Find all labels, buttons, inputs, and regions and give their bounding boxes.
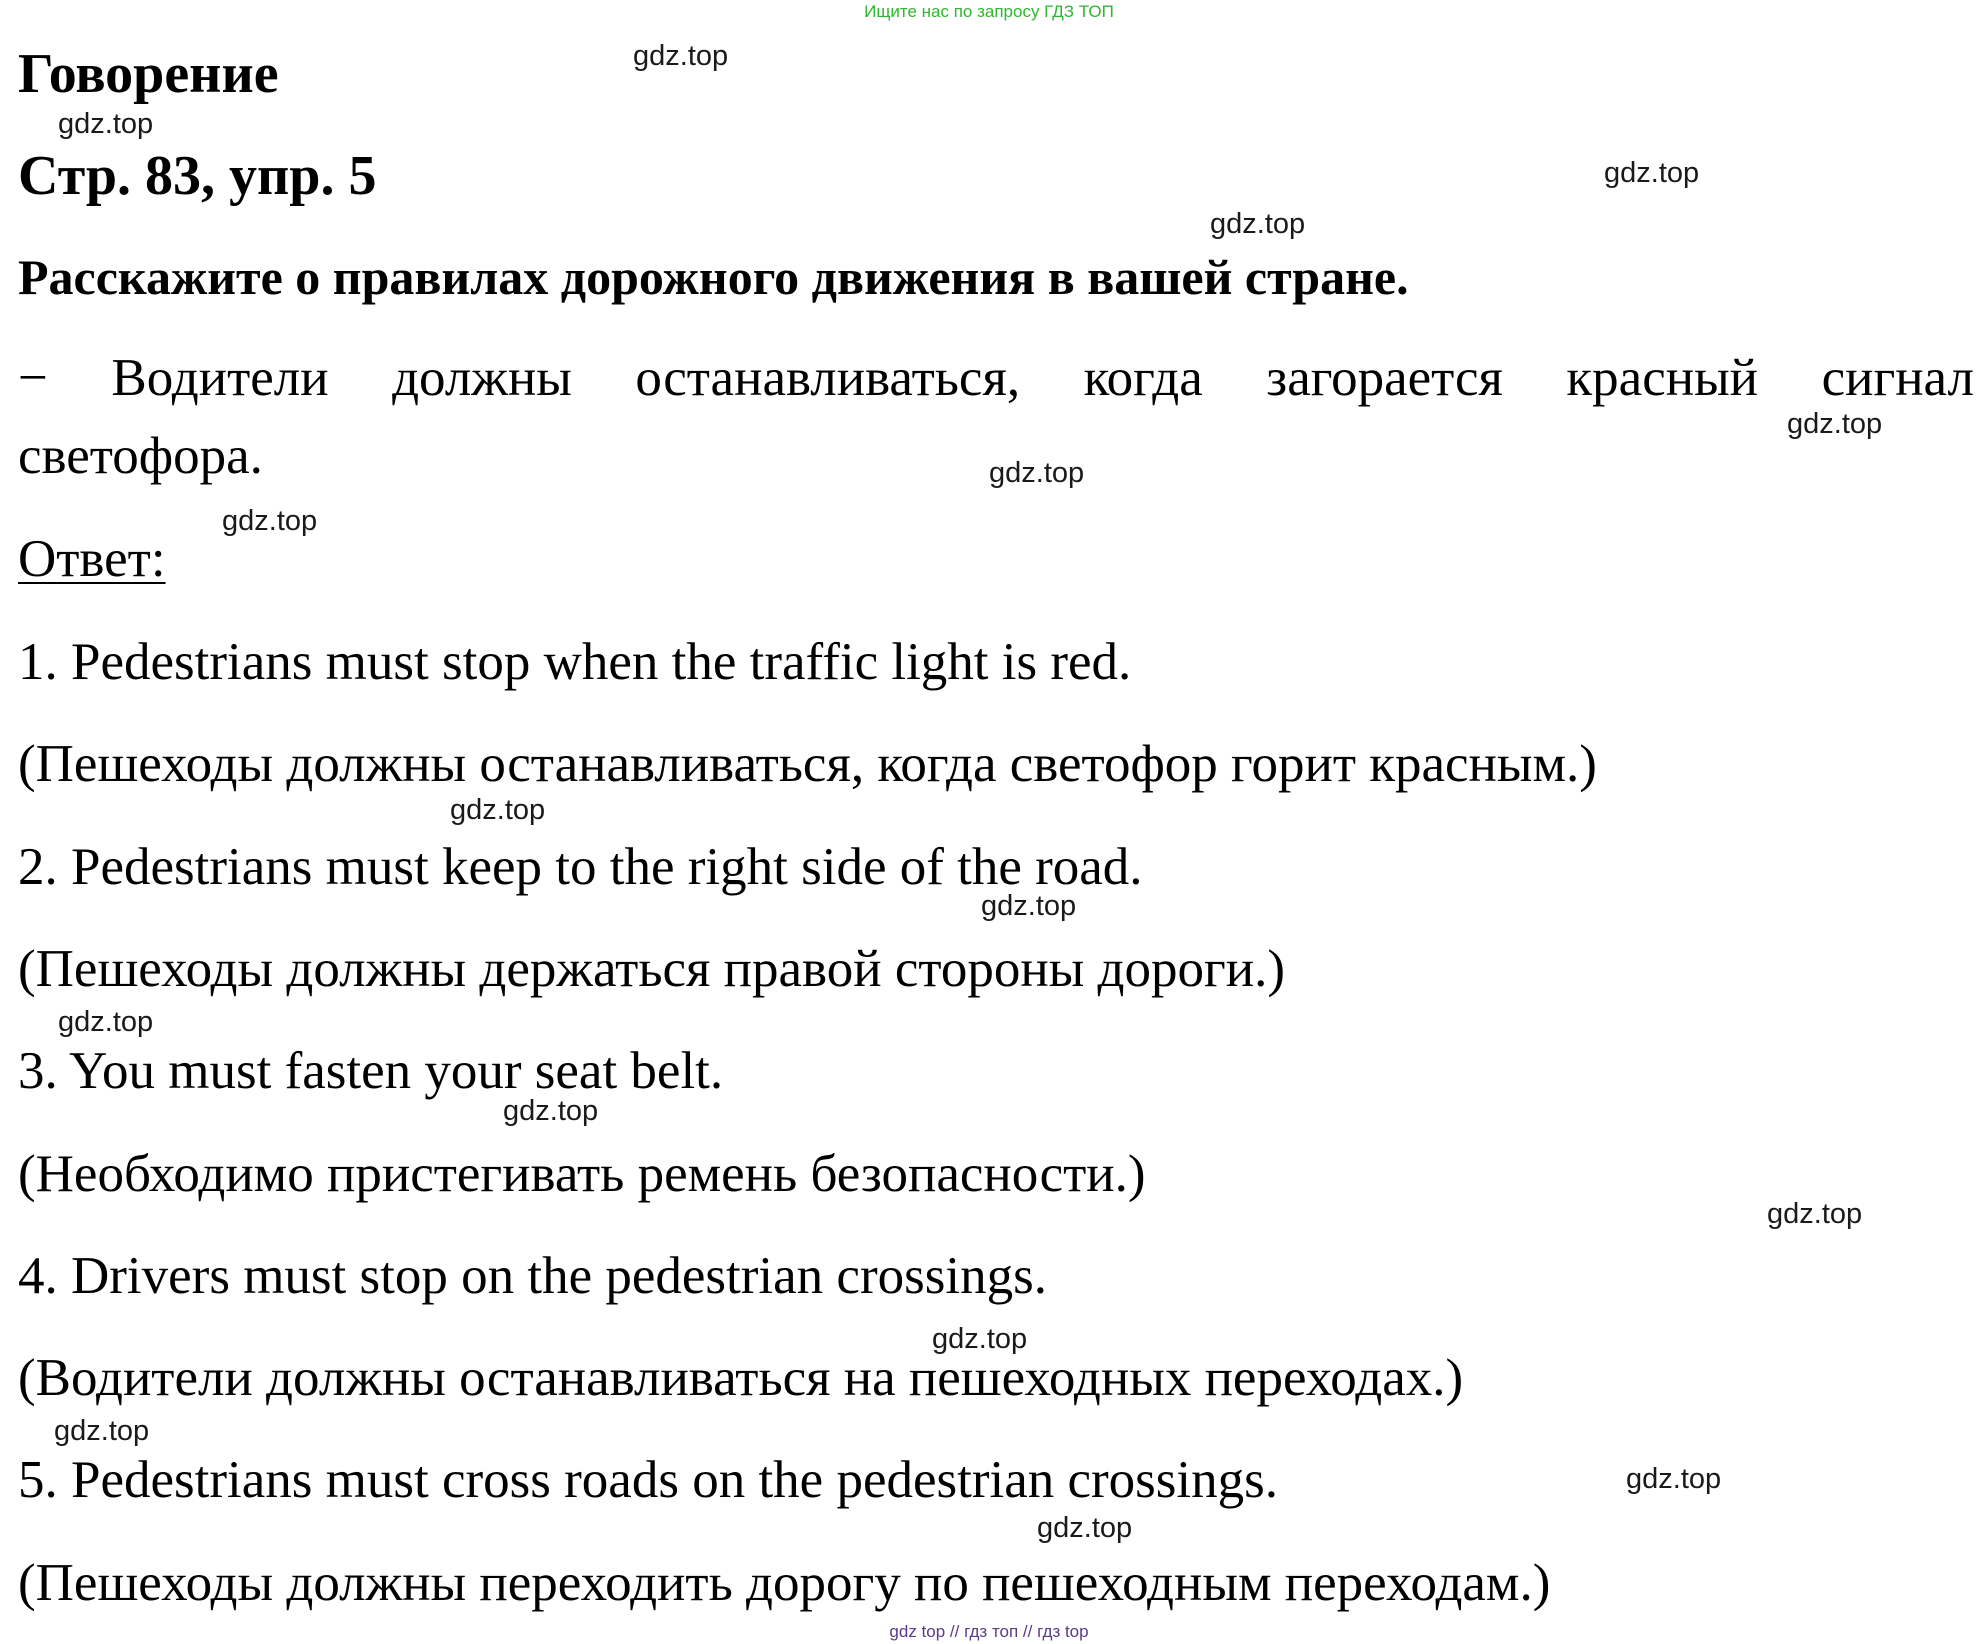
watermark: gdz.top <box>1626 1463 1722 1495</box>
watermark: gdz.top <box>633 40 729 72</box>
answer-3-russian: (Необходимо пристегивать ремень безопасности.) <box>18 1145 1146 1203</box>
task-text: Расскажите о правилах дорожного движения в вашей стране. <box>18 249 1409 305</box>
section-title: Говорение <box>18 43 279 105</box>
answer-label: Ответ: <box>18 530 166 588</box>
watermark: gdz.top <box>1787 408 1883 440</box>
watermark: gdz.top <box>989 457 1085 489</box>
watermark: gdz.top <box>503 1095 599 1127</box>
watermark: gdz.top <box>1767 1198 1863 1230</box>
example-line-2: светофора. <box>18 427 263 485</box>
top-banner: Ищите нас по запросу ГДЗ ТОП <box>864 2 1114 21</box>
answer-5-russian: (Пешеходы должны переходить дорогу по пешеходным переходам.) <box>18 1554 1551 1612</box>
answer-4-english: 4. Drivers must stop on the pedestrian crossings. <box>18 1247 1047 1305</box>
watermark: gdz.top <box>58 1006 154 1038</box>
watermark: gdz.top <box>54 1415 150 1447</box>
watermark: gdz.top <box>1037 1512 1133 1544</box>
answer-4-russian: (Водители должны останавливаться на пешеходных переходах.) <box>18 1349 1464 1407</box>
answer-2-english: 2. Pedestrians must keep to the right side of the road. <box>18 838 1143 896</box>
watermark: gdz.top <box>932 1323 1028 1355</box>
answer-1-english: 1. Pedestrians must stop when the traffic light is red. <box>18 633 1132 691</box>
watermark: gdz.top <box>222 505 318 537</box>
bottom-banner: gdz top // гдз топ // гдз top <box>889 1622 1089 1641</box>
answer-2-russian: (Пешеходы должны держаться правой стороны дороги.) <box>18 940 1286 998</box>
answer-3-english: 3. You must fasten your seat belt. <box>18 1042 724 1100</box>
watermark: gdz.top <box>450 794 546 826</box>
answer-1-russian: (Пешеходы должны останавливаться, когда светофор горит красным.) <box>18 735 1597 793</box>
answer-5-english: 5. Pedestrians must cross roads on the pedestrian crossings. <box>18 1451 1279 1509</box>
watermark: gdz.top <box>1604 157 1700 189</box>
exercise-reference: Стр. 83, упр. 5 <box>18 145 377 207</box>
watermark: gdz.top <box>1210 208 1306 240</box>
watermark: gdz.top <box>58 108 154 140</box>
example-line-1: − Водители должны останавливаться, когда загорается красный сигнал <box>18 349 1974 407</box>
watermark: gdz.top <box>981 890 1077 922</box>
